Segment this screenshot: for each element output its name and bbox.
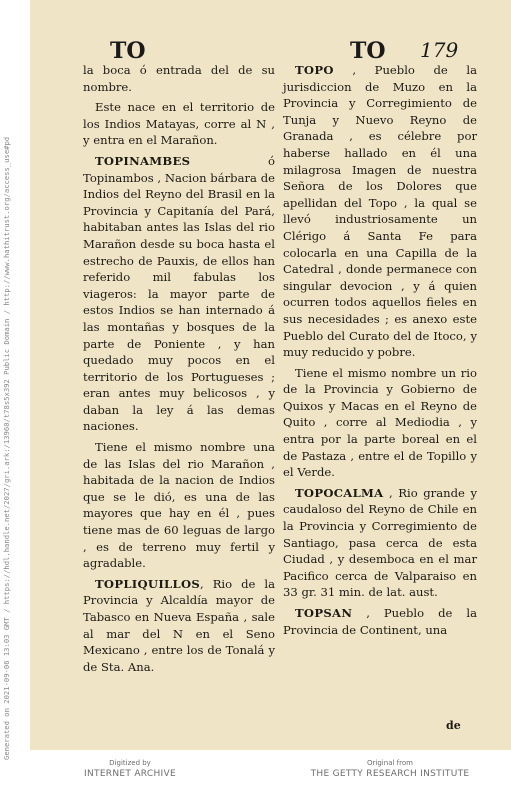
entry-headword: TOPLIQUILLOS xyxy=(95,576,201,591)
entry-text: ó Topinambos , Nacion bárbara de Indios del Reyno del Brasil en la Provincia y Capitanía del Pará, habitaban antes las Islas del rio Marañon desde su boca hasta el estrecho de Pauxis, de ellos han referido mil fabulas los viageros: la mayor parte de estos Indios se han internado á las montañas y bosques de la parte de Poniente , y han quedado muy pocos en el territorio de los Portugueses ; eran antes muy belicosos , y daban la ley á las demas naciones. xyxy=(83,153,275,434)
footer-digitized xyxy=(60,758,200,780)
right-column xyxy=(283,62,477,642)
paragraph: Tiene el mismo nombre una de las Islas del rio Marañon , habitada de la nacion de Indios que se le dió, es una de las mayores que hay en él , pues tiene mas de 60 leguas de largo , es de terreno muy fertil y agradable. xyxy=(83,440,275,571)
entry-text: , Rio de la Provincia y Alcaldía mayor de Tabasco en Nueva España , sale al mar del N en el Seno Mexicano , entre los de Tonalá y de Sta. Ana. xyxy=(83,576,275,674)
entry-text: , Pueblo de la Provincia de Continent, una xyxy=(283,606,477,637)
entry-headword: TOPINAMBES xyxy=(95,153,191,168)
running-head-left: TO xyxy=(110,38,146,64)
entry-headword: TOPSAN xyxy=(295,606,353,620)
entry-headword: TOPO xyxy=(295,63,334,77)
catchword: de xyxy=(446,719,461,732)
paragraph: Tiene el mismo nombre un rio de la Provincia y Gobierno de Quixos y Macas en el Reyno de Quito , corre al Mediodia , y entra por la parte boreal en el de Pastaza , entre el de Topillo y el Verde. xyxy=(283,365,477,480)
paragraph: la boca ó entrada del de su nombre. xyxy=(83,63,275,94)
entry-topliquillos xyxy=(83,576,275,676)
entry-text: , Rio grande y caudaloso del Reyno de Chile en la Provincia y Corregimiento de Santiago, pasa cerca de esta Ciudad , y desemboca en el mar Pacifico cerca de Valparaiso en 33 gr. 31 min. de lat. aust. xyxy=(283,485,477,600)
footer-original xyxy=(290,758,490,780)
footer xyxy=(0,758,511,800)
left-column xyxy=(83,62,275,679)
footer-digitized-label: Digitized by xyxy=(109,759,151,767)
footer-original-label: Original from xyxy=(367,759,413,767)
running-head-right: TO xyxy=(350,38,386,64)
entry-text: , Pueblo de la jurisdiccion de Muzo en la Provincia y Corregimiento de Tunja y Nuevo Reyno de Granada , es célebre por haberse hallado en él una milagrosa Imagen de nuestra Señora de los Dolores que apellidan del Topo , la qual se llevó industriosamente un Clérigo á Santa Fe para colocarla en una Capilla de la Catedral , donde permanece con singular devocion , y á quien ocurren todos aquellos fieles en sus necesidades ; es anexo este Pueblo del Curato del de Itoco, y muy reducido y pobre. xyxy=(283,63,477,360)
hathitrust-side-note xyxy=(2,136,20,760)
entry-topo xyxy=(283,62,477,361)
entry-headword: TOPOCALMA xyxy=(295,485,384,500)
entry-topsan xyxy=(283,605,477,638)
entry-topinambes xyxy=(83,153,275,435)
paragraph: Este nace en el territorio de los Indios Matayas, corre al N , y entra en el Marañon. xyxy=(83,100,275,148)
entry-topocalma xyxy=(283,485,477,601)
side-note-text: Generated on 2021-09-06 13:03 GMT / https://hdl.handle.net/2027/gri.ark:/13960/t78s5x392 Public Domain / http://www.hathitrust.org/access_use#pd xyxy=(2,136,11,760)
page-number: 179 xyxy=(420,38,459,62)
footer-digitized-source: INTERNET ARCHIVE xyxy=(84,769,176,779)
footer-original-source: THE GETTY RESEARCH INSTITUTE xyxy=(310,769,470,779)
